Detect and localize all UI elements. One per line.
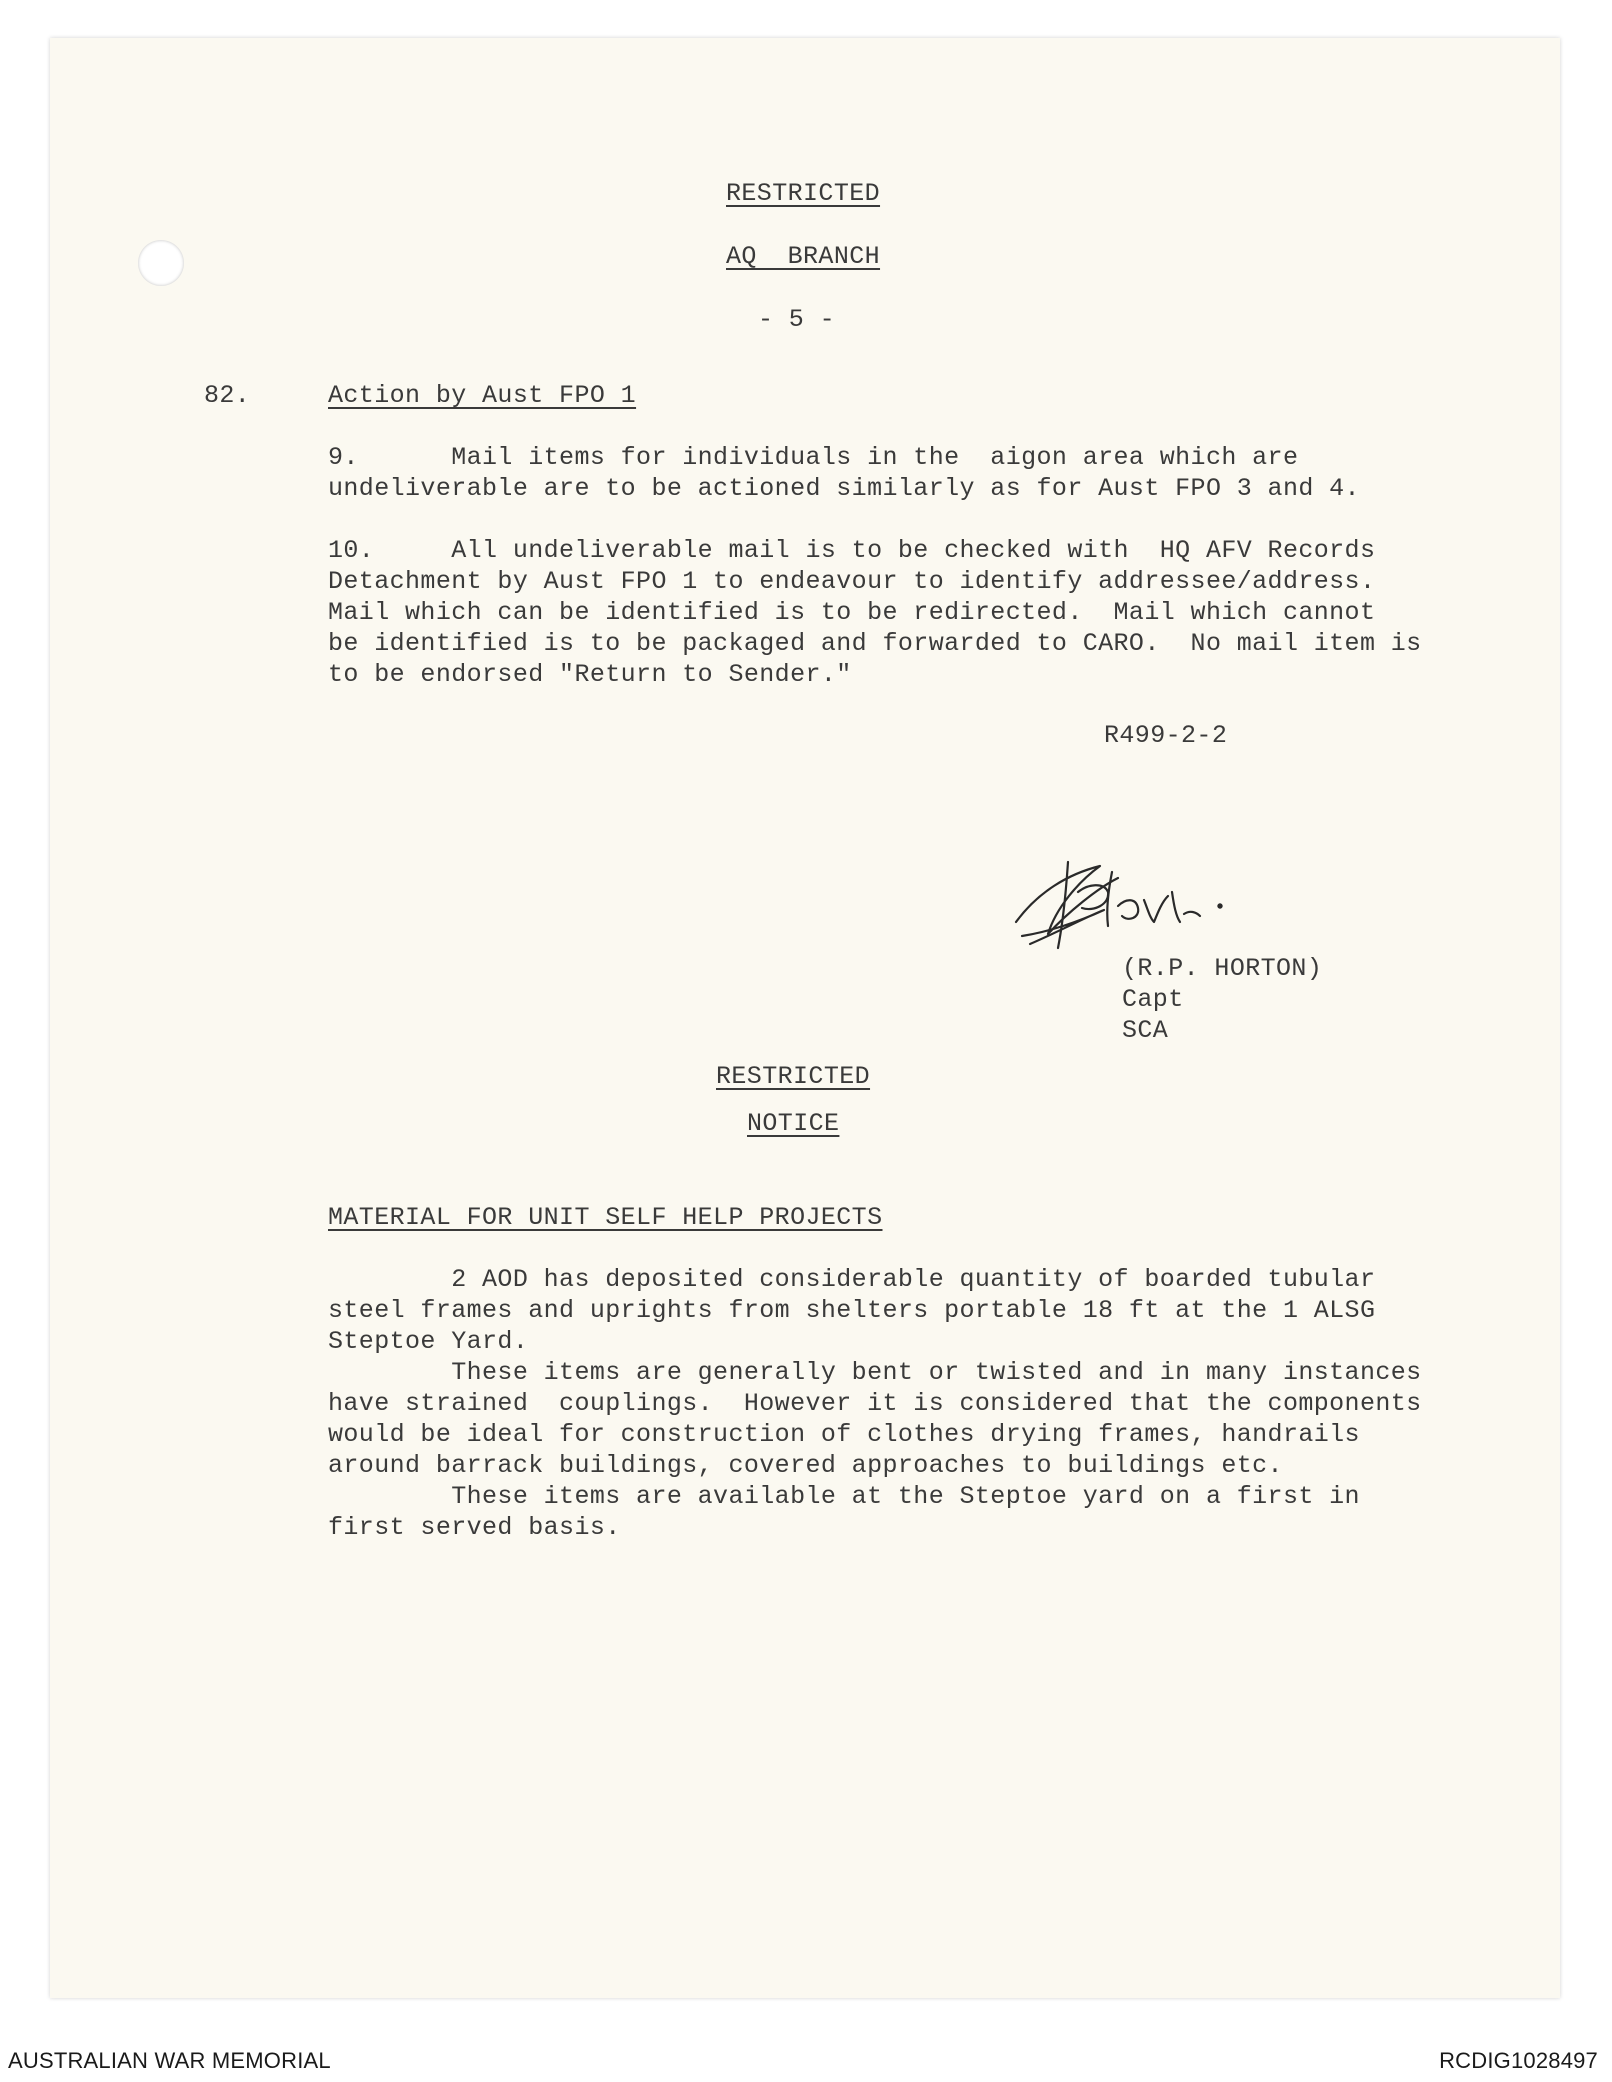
signatory-name: (R.P. HORTON) xyxy=(1122,954,1323,983)
punch-hole xyxy=(138,240,184,286)
file-reference: R499-2-2 xyxy=(1104,721,1228,750)
paragraph-line: These items are generally bent or twisted and in many instances xyxy=(328,1358,1422,1387)
paragraph-line: be identified is to be packaged and forwarded to CARO. No mail item is xyxy=(328,629,1422,658)
archive-credit: AUSTRALIAN WAR MEMORIAL xyxy=(8,2048,331,2073)
notice-classification: RESTRICTED xyxy=(716,1062,871,1091)
signatory-appointment: SCA xyxy=(1122,1016,1169,1045)
paragraph-line: undeliverable are to be actioned similarly as for Aust FPO 3 and 4. xyxy=(328,474,1360,503)
paragraph-line: Detachment by Aust FPO 1 to endeavour to identify addressee/address. xyxy=(328,567,1376,596)
paragraph-line: 9. Mail items for individuals in the aigon area which are xyxy=(328,443,1299,472)
archive-record-id: RCDIG1028497 xyxy=(1439,2048,1598,2073)
header-classification: RESTRICTED xyxy=(726,179,881,208)
paragraph-line: These items are available at the Steptoe yard on a first in xyxy=(328,1482,1360,1511)
paragraph-line: Steptoe Yard. xyxy=(328,1327,529,1356)
page-number: - 5 - xyxy=(758,305,836,334)
section-title: Action by Aust FPO 1 xyxy=(328,381,637,410)
paragraph-line: would be ideal for construction of clothes drying frames, handrails xyxy=(328,1420,1360,1449)
paragraph-line: steel frames and uprights from shelters portable 18 ft at the 1 ALSG xyxy=(328,1296,1376,1325)
paragraph-line: first served basis. xyxy=(328,1513,621,1542)
paragraph-line: to be endorsed "Return to Sender." xyxy=(328,660,852,689)
notice-heading: NOTICE xyxy=(747,1109,840,1138)
paragraph-line: Mail which can be identified is to be redirected. Mail which cannot xyxy=(328,598,1376,627)
handwritten-signature xyxy=(1008,852,1238,962)
paragraph-line: 2 AOD has deposited considerable quantity of boarded tubular xyxy=(328,1265,1376,1294)
branch-heading: AQ BRANCH xyxy=(726,242,881,271)
section-number: 82. xyxy=(204,381,251,410)
signatory-rank: Capt xyxy=(1122,985,1184,1014)
notice-subject: MATERIAL FOR UNIT SELF HELP PROJECTS xyxy=(328,1203,883,1232)
paragraph-line: 10. All undeliverable mail is to be checked with HQ AFV Records xyxy=(328,536,1376,565)
paragraph-line: around barrack buildings, covered approaches to buildings etc. xyxy=(328,1451,1283,1480)
paragraph-line: have strained couplings. However it is considered that the components xyxy=(328,1389,1422,1418)
